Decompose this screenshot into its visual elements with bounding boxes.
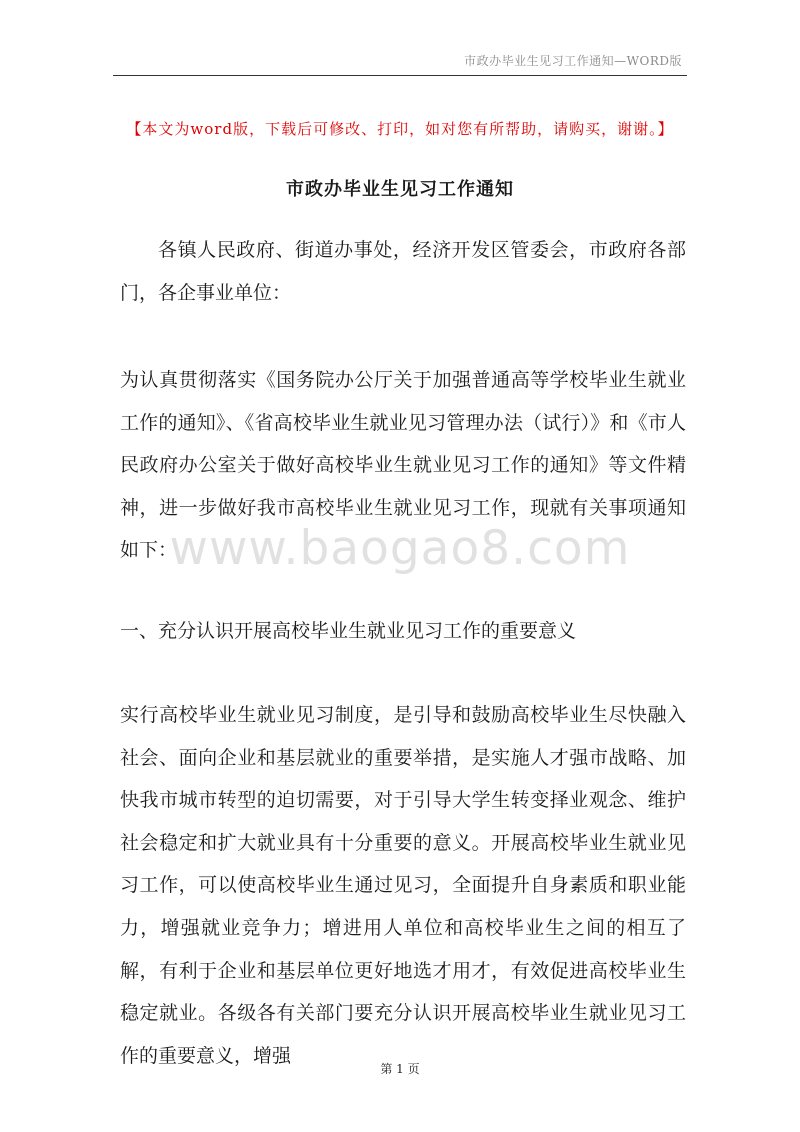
salutation-paragraph: 各镇人民政府、街道办事处，经济开发区管委会，市政府各部门，各企事业单位： (120, 239, 686, 304)
section-body-paragraph: 实行高校毕业生就业见习制度，是引导和鼓励高校毕业生尽快融入社会、面向企业和基层就业的重要举措，是实施人才强市战略、加快我市城市转型的迫切需要，对于引导大学生转变择业观念、维护社会稳定和扩大就业具有十分重要的意义。开展高校毕业生就业见习工作，可以使高校毕业生通过见习，全面提升自身素质和职业能力，增强就业竞争力；增进用人单位和高校毕业生之间的相互了解，有利于企业和基层单位更好地选才用才，有效促进高校毕业生稳定就业。各级各有关部门要充分认识开展高校毕业生就业见习工作的重要意义，增强 (120, 704, 686, 1067)
document-title: 市政办毕业生见习工作通知 (286, 179, 514, 200)
header-divider (113, 75, 687, 76)
running-header: 市政办毕业生见习工作通知—WORD版 (464, 54, 682, 68)
watermark: www.baogao8.com (169, 521, 631, 576)
section-heading: 一、充分认识开展高校毕业生就业见习工作的重要意义 (120, 620, 577, 642)
intro-paragraph: 为认真贯彻落实《国务院办公厅关于加强普通高等学校毕业生就业工作的通知》、《省高校毕业生就业见习管理办法（试行）》和《市人民政府办公室关于做好高校毕业生就业见习工作的通知》等文件精神，进一步做好我市高校毕业生就业见习工作，现就有关事项通知如下： (120, 369, 686, 562)
download-notice: 【本文为word版，下载后可修改、打印，如对您有所帮助，请购买，谢谢。】 (126, 120, 674, 138)
page-number: 第 1 页 (380, 1062, 420, 1076)
